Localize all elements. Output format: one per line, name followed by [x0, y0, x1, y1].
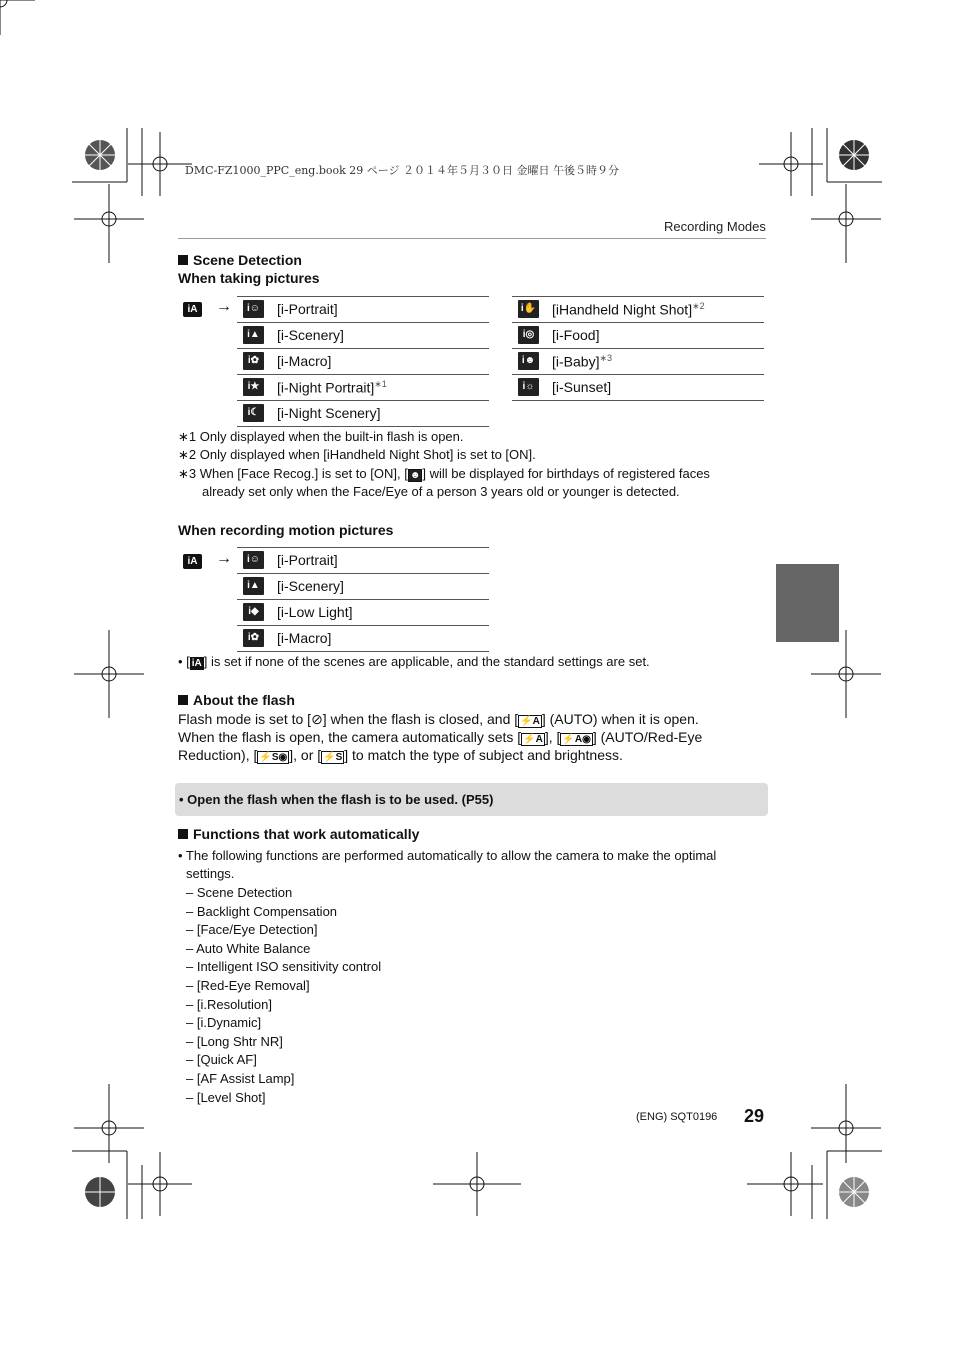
i-handheld-night-shot-icon: i✋	[518, 300, 539, 318]
baby-icon: ☻	[409, 470, 421, 481]
flash-line-3: Reduction), [ ⚡S◉ ], or [ ⚡S ] to match the type of subject and brightness.	[178, 747, 623, 763]
table-row	[237, 375, 489, 401]
i-night-scenery-icon: i☾	[243, 404, 264, 422]
table-row	[237, 349, 489, 375]
chapter-tab	[776, 564, 839, 642]
table-row	[512, 349, 764, 375]
pictures-heading: When taking pictures	[178, 270, 320, 286]
scene-label: [i-Baby]$^{∗3}$	[552, 353, 613, 370]
scene-label: [iHandheld Night Shot]$^{∗2}$	[552, 301, 705, 318]
i-macro-icon: i✿	[243, 352, 264, 370]
list-item: – Backlight Compensation	[186, 903, 338, 919]
scene-label: [i-Scenery]	[277, 327, 344, 343]
flash-redeye-icon: ⚡A◉	[562, 734, 591, 745]
scene-label: [i-Food]	[552, 327, 600, 343]
intelligent-auto-icon: iA	[191, 658, 202, 669]
scene-detection-heading: Scene Detection	[178, 252, 302, 268]
arrow-right-icon: →	[216, 298, 232, 315]
scene-label: [i-Night Portrait]$^{∗1}$	[277, 379, 387, 396]
i-portrait-icon: i☺	[243, 551, 264, 569]
footnote-ref: ∗2	[692, 301, 705, 311]
i-scenery-icon: i▲	[243, 326, 264, 344]
table-row	[237, 548, 489, 574]
square-bullet-icon	[178, 695, 188, 705]
square-bullet-icon	[178, 829, 188, 839]
ia-note: • [ iA ] is set if none of the scenes are applicable, and the standard settings are set.	[178, 654, 650, 669]
flash-slow-redeye-icon: ⚡S◉	[259, 752, 288, 763]
scene-label: [i-Sunset]	[552, 379, 612, 395]
table-row	[237, 323, 489, 349]
page-number: 29	[744, 1106, 765, 1126]
footnote-1: ∗1 Only displayed when the built-in flash is open.	[178, 429, 464, 444]
header-rule	[178, 238, 766, 239]
table-row	[237, 574, 489, 600]
note-box	[175, 783, 768, 816]
list-item: – Intelligent ISO sensitivity control	[186, 959, 382, 975]
i-food-icon: i◎	[518, 326, 539, 344]
scene-label: [i-Portrait]	[277, 552, 338, 568]
table-row	[237, 600, 489, 626]
scene-label: [i-Night Scenery]	[277, 405, 381, 421]
note-text: • Open the flash when the flash is to be used. (P55)	[179, 792, 494, 807]
table-row	[512, 375, 764, 401]
scene-label: [i-Scenery]	[277, 578, 344, 594]
list-item: – Auto White Balance	[186, 940, 311, 956]
functions-intro-cont: settings.	[186, 866, 235, 881]
flash-auto-icon: ⚡A	[523, 734, 543, 745]
flash-heading: About the flash	[178, 692, 295, 708]
footnote-ref: ∗1	[374, 379, 387, 389]
flash-line-1: Flash mode is set to [⊘] when the flash is closed, and [ ⚡A ] (AUTO) when it is open.	[178, 711, 699, 727]
scene-label: [i-Macro]	[277, 630, 332, 646]
footnote-3: ∗3 When [Face Recog.] is set to [ON], [ ☻ ] will be displayed for birthdays of registered faces	[178, 466, 710, 481]
table-row	[512, 323, 764, 349]
list-item: – [AF Assist Lamp]	[186, 1071, 295, 1086]
intelligent-auto-icon: iA	[183, 302, 202, 317]
footnote-ref: ∗3	[599, 353, 613, 363]
table-row	[237, 297, 489, 323]
i-macro-icon: i✿	[243, 629, 264, 647]
footnote-3-cont: already set only when the Face/Eye of a person 3 years old or younger is detected.	[202, 484, 680, 499]
list-item: – [i.Resolution]	[186, 996, 272, 1012]
arrow-right-icon: →	[216, 550, 232, 567]
list-item: – [i.Dynamic]	[186, 1015, 262, 1031]
scene-label: [i-Low Light]	[277, 604, 353, 620]
functions-intro: • The following functions are performed automatically to allow the camera to make the optimal	[178, 848, 717, 863]
list-item: – [Quick AF]	[186, 1052, 257, 1068]
footnote-2: ∗2 Only displayed when [iHandheld Night Shot] is set to [ON].	[178, 447, 536, 462]
square-bullet-icon	[178, 255, 188, 265]
flash-slow-sync-icon: ⚡S	[323, 752, 343, 763]
list-item: – [Level Shot]	[186, 1089, 266, 1105]
i-portrait-icon: i☺	[243, 300, 264, 318]
list-item: – [Face/Eye Detection]	[186, 922, 318, 938]
table-row	[237, 401, 489, 427]
intelligent-auto-icon: iA	[183, 554, 202, 569]
scene-label: [i-Macro]	[277, 353, 332, 369]
i-night-portrait-icon: i★	[243, 378, 264, 396]
table-row	[237, 626, 489, 652]
table-row	[512, 297, 764, 323]
flash-line-2: When the flash is open, the camera automatically sets [ ⚡A ], [ ⚡A◉ ] (AUTO/Red-Eye	[178, 729, 703, 745]
print-header: DMC-FZ1000_PPC_eng.book 29 ページ ２０１４年５月３０日 金曜日 午後５時９分	[185, 164, 620, 177]
list-item: – [Red-Eye Removal]	[186, 978, 310, 993]
flash-auto-icon: ⚡A	[520, 716, 540, 727]
scene-label: [i-Portrait]	[277, 301, 338, 317]
document-code: (ENG) SQT0196	[636, 1111, 718, 1123]
i-scenery-icon: i▲	[243, 577, 264, 595]
list-item: – [Long Shtr NR]	[186, 1033, 283, 1049]
i-sunset-icon: i☼	[518, 378, 539, 396]
i-baby-icon: i☻	[518, 352, 539, 370]
list-item: – Scene Detection	[186, 885, 293, 900]
functions-heading: Functions that work automatically	[178, 826, 419, 842]
section-title: Recording Modes	[664, 219, 766, 234]
motion-heading: When recording motion pictures	[178, 522, 394, 538]
i-low-light-icon: i◆	[243, 603, 264, 621]
flash-off-icon: ⊘	[311, 711, 323, 727]
